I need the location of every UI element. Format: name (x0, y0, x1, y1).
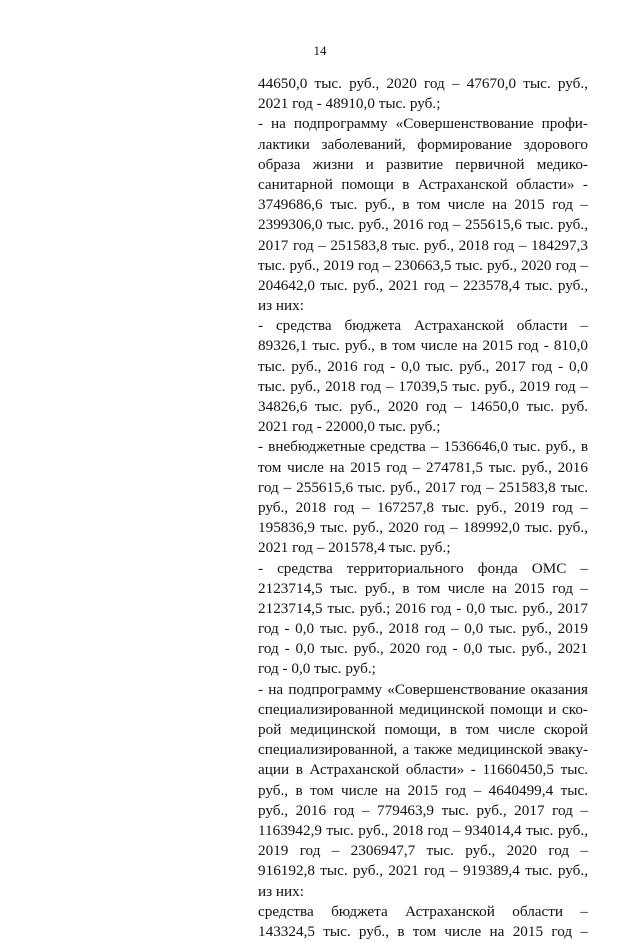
body-text (258, 74, 588, 942)
text-line: год – 255615,6 тыс. руб., 2017 год – 251583,8 тыс. (258, 478, 588, 496)
text-line: из них: (258, 297, 304, 315)
text-line: - на подпрограмму «Совершенствование оказания (258, 680, 588, 698)
text-line: 195836,9 тыс. руб., 2020 год – 189992,0 тыс. руб., (258, 519, 588, 537)
text-line: 204642,0 тыс. руб., 2021 год – 223578,4 тыс. руб., (258, 276, 588, 294)
text-line: руб., 2018 год – 167257,8 тыс. руб., 2019 год – (258, 498, 588, 516)
text-line: 2399306,0 тыс. руб., 2016 год – 255615,6 тыс. руб., (258, 216, 588, 234)
text-line: из них: (258, 882, 304, 900)
text-line: 2021 год - 48910,0 тыс. руб.; (258, 95, 441, 113)
text-line: - средства бюджета Астраханской области – (258, 317, 588, 335)
page-number: 14 (313, 43, 327, 58)
text-line: 2017 год – 251583,8 тыс. руб., 2018 год – 184297,3 (258, 236, 588, 254)
text-line: 916192,8 тыс. руб., 2021 год – 919389,4 тыс. руб., (258, 862, 588, 880)
text-line: средства бюджета Астраханской области – (258, 902, 588, 920)
text-line: 2123714,5 тыс. руб.; 2016 год - 0,0 тыс. руб., 2017 (258, 599, 588, 617)
text-line: рой медицинской помощи, в том числе скорой (258, 721, 588, 738)
text-line: 143324,5 тыс. руб., в том числе на 2015 год – (258, 922, 588, 940)
text-line: 34826,6 тыс. руб., 2020 год – 14650,0 тыс. руб. (258, 398, 588, 415)
text-line: ации в Астраханской области» - 11660450,5 тыс. (258, 761, 588, 779)
text-line: 2021 год - 22000,0 тыс. руб.; (258, 418, 441, 436)
text-line: специализированной медицинской помощи и ско- (258, 700, 588, 718)
text-line: специализированной, а также медицинской эваку- (258, 741, 588, 759)
text-line: - внебюджетные средства – 1536646,0 тыс. руб., в (258, 438, 588, 456)
text-line: 44650,0 тыс. руб., 2020 год – 47670,0 тыс. руб., (258, 75, 588, 92)
text-line: руб., в том числе на 2015 год – 4640499,4 тыс. (258, 781, 588, 799)
text-line: 2021 год – 201578,4 тыс. руб.; (258, 539, 451, 557)
text-line: тыс. руб., 2019 год – 230663,5 тыс. руб., 2020 год – (258, 256, 588, 274)
text-line: - средства территориального фонда ОМС – (258, 559, 588, 577)
text-line: 1163942,9 тыс. руб., 2018 год – 934014,4 тыс. руб., (258, 821, 588, 839)
text-line: 89326,1 тыс. руб., в том числе на 2015 год - 810,0 (258, 337, 588, 355)
text-line: 2019 год – 2306947,7 тыс. руб., 2020 год – (258, 842, 588, 860)
text-line: 3749686,6 тыс. руб., в том числе на 2015 год – (258, 196, 588, 214)
text-line: том числе на 2015 год – 274781,5 тыс. руб., 2016 (258, 458, 588, 476)
text-line: год - 0,0 тыс. руб.; (258, 660, 376, 678)
text-line: руб., 2016 год – 779463,9 тыс. руб., 2017 год – (258, 801, 588, 819)
text-line: тыс. руб., 2018 год – 17039,5 тыс. руб., 2019 год – (258, 377, 588, 395)
text-line: санитарной помощи в Астраханской области» - (258, 175, 588, 193)
text-line: образа жизни и развитие первичной медико- (258, 155, 588, 173)
text-line: тыс. руб., 2016 год - 0,0 тыс. руб., 2017 год - 0,0 (258, 357, 588, 375)
text-line: год - 0,0 тыс. руб., 2018 год – 0,0 тыс. руб., 2019 (258, 620, 588, 638)
text-line: год - 0,0 тыс. руб., 2020 год - 0,0 тыс. руб., 2021 (258, 640, 588, 658)
text-line: лактики заболеваний, формирование здорового (258, 135, 588, 153)
text-line: 2123714,5 тыс. руб., в том числе на 2015 год – (258, 579, 588, 597)
text-line: - на подпрограмму «Совершенствование профи- (258, 115, 588, 133)
